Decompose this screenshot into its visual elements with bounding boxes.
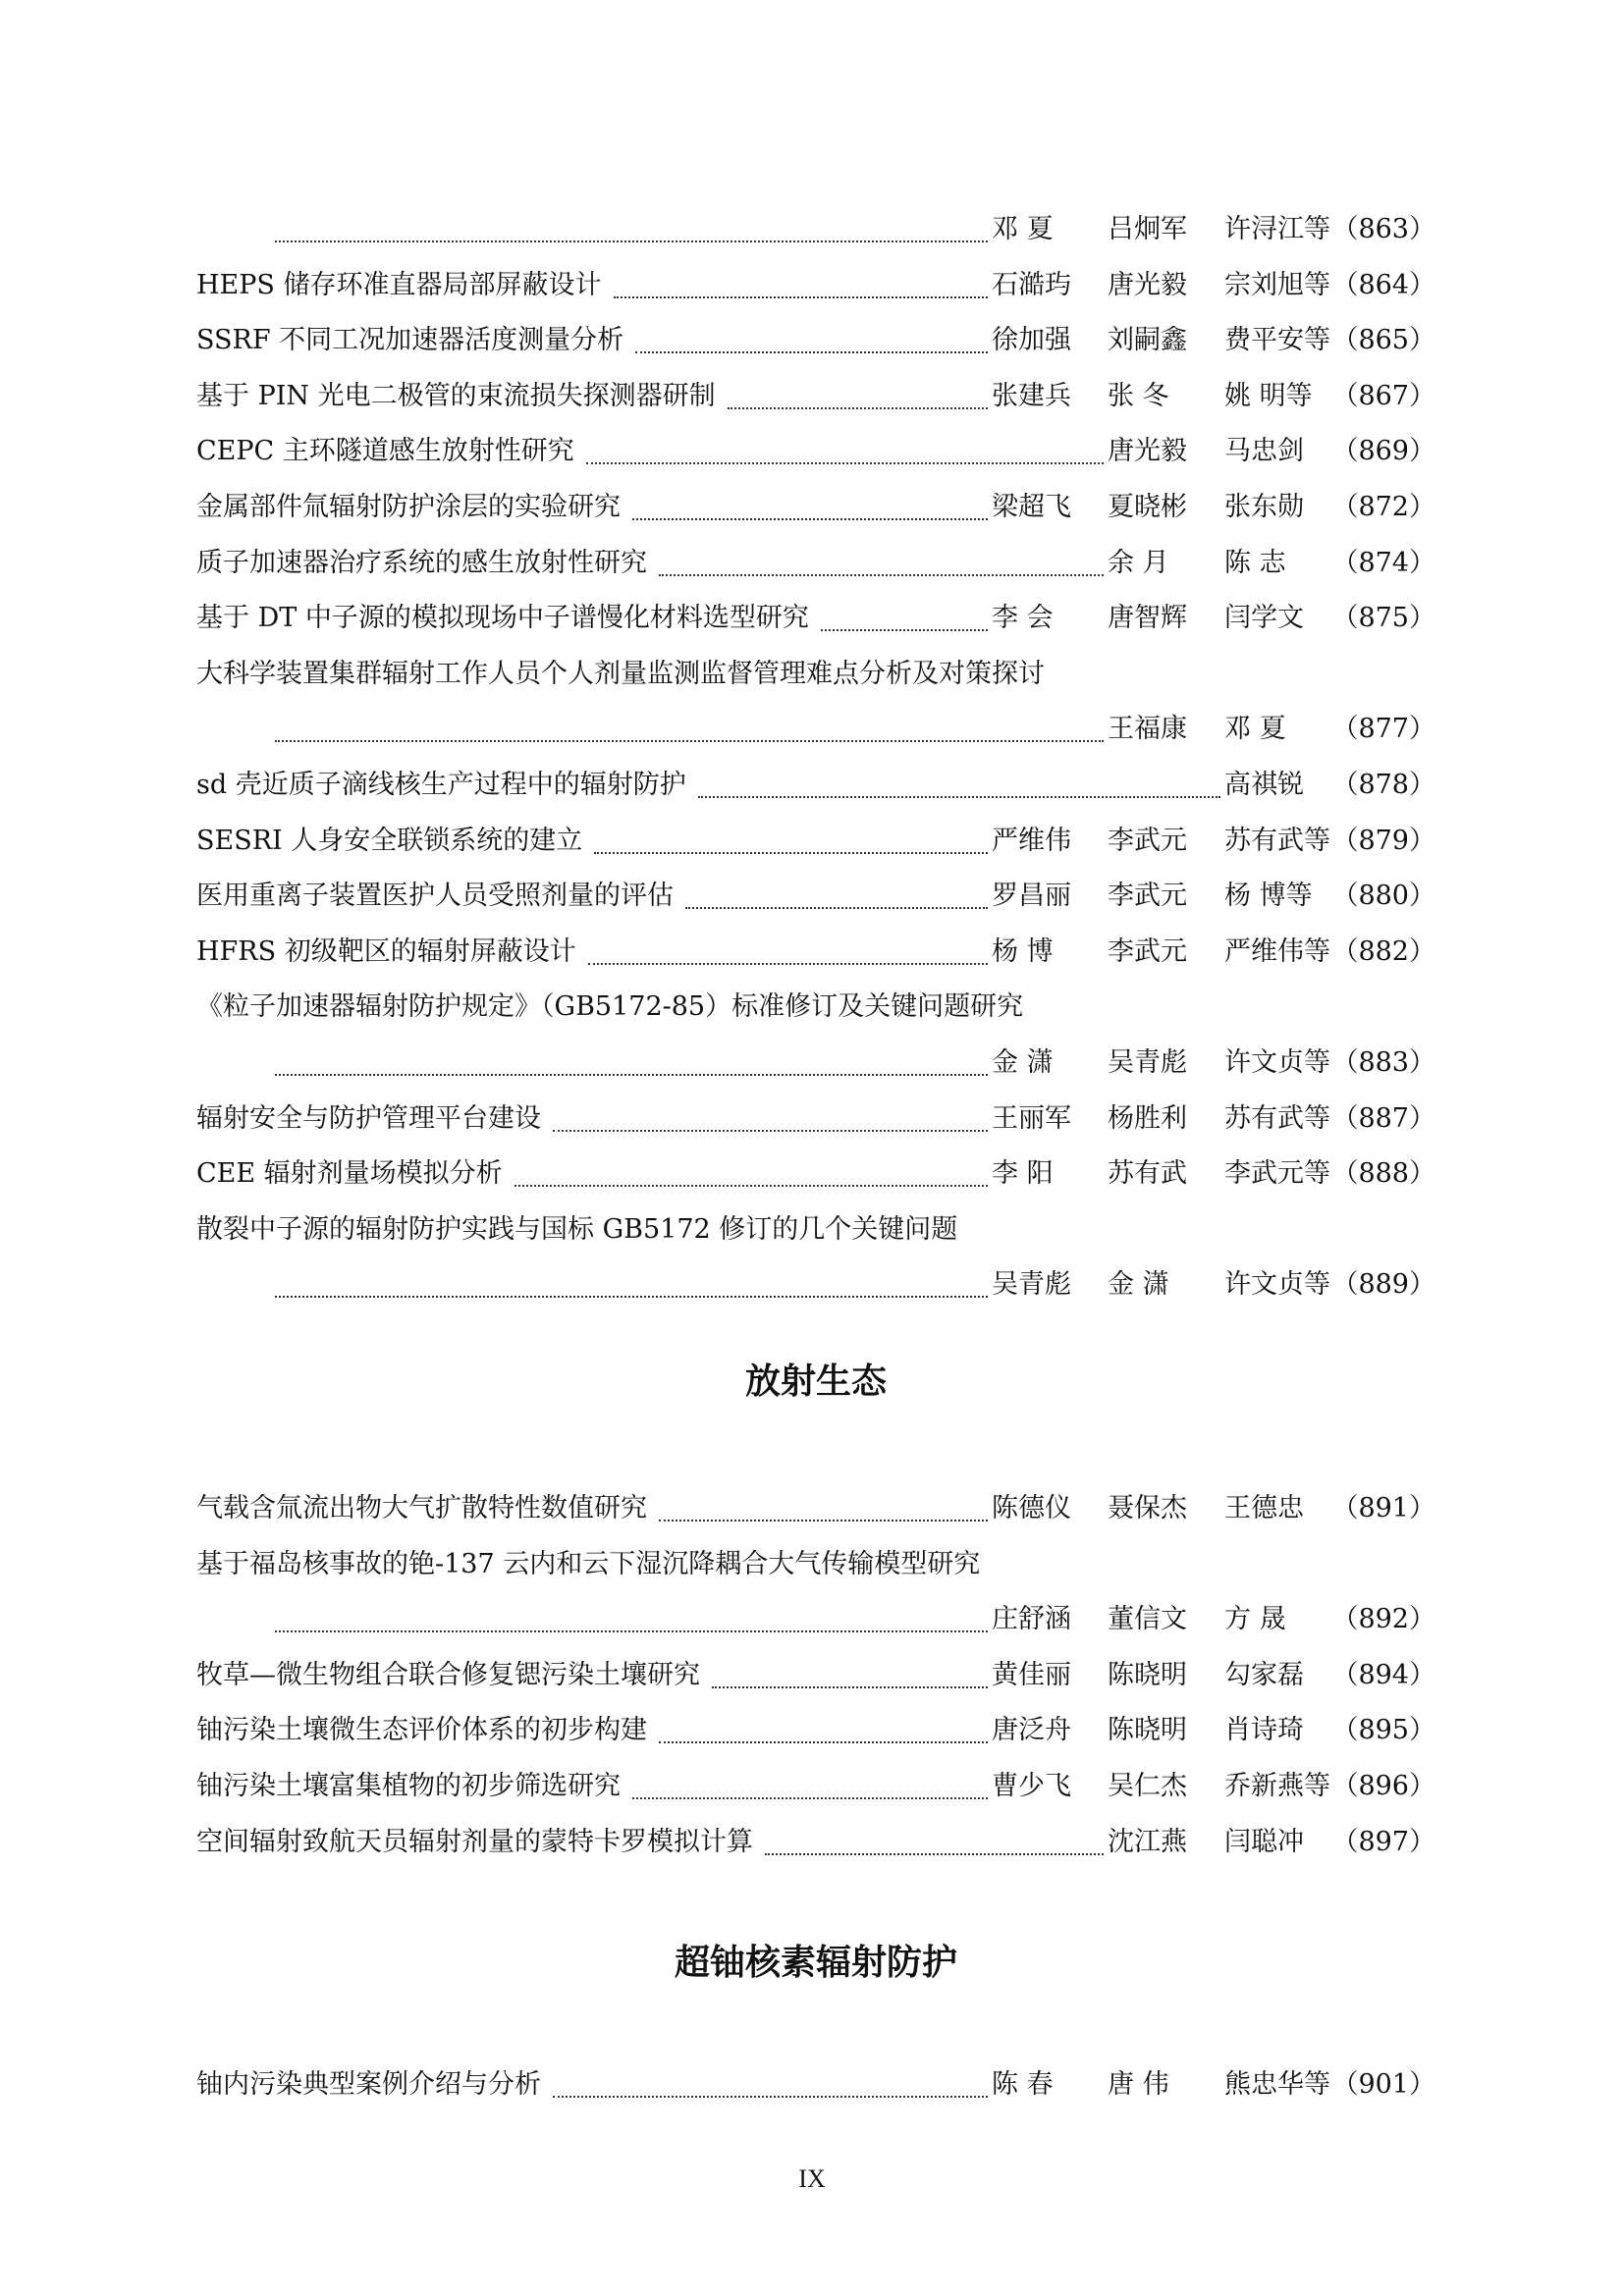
entry-title: 大科学装置集群辐射工作人员个人剂量监测监督管理难点分析及对策探讨 xyxy=(196,651,1051,698)
entry-page: （883） xyxy=(1331,1047,1435,1078)
toc-entry xyxy=(196,1763,1435,1810)
entry-author: 刘嗣鑫 xyxy=(1108,325,1187,356)
entry-author: 姚 明等 xyxy=(1224,380,1313,411)
entry-author: 庄舒涵 xyxy=(992,1604,1071,1635)
entry-author: 李 会 xyxy=(992,603,1054,634)
leader-dots xyxy=(712,1684,988,1688)
toc-entry xyxy=(196,1652,1435,1699)
section-heading: 放射生态 xyxy=(744,1362,887,1402)
toc-entry xyxy=(196,1541,1435,1588)
entry-author: 王丽军 xyxy=(992,1102,1071,1134)
toc-entry xyxy=(196,984,1435,1031)
leader-dots xyxy=(685,905,988,909)
entry-title: 金属部件氚辐射防护涂层的实验研究 xyxy=(196,484,626,531)
entry-page: （888） xyxy=(1331,1158,1435,1190)
leader-dots xyxy=(632,1795,988,1799)
toc-entry xyxy=(196,206,1435,253)
entry-author: 吴青彪 xyxy=(992,1269,1071,1301)
entry-title: 基于 PIN 光电二极管的束流损失探测器研制 xyxy=(196,373,722,420)
toc-entry xyxy=(196,1485,1435,1532)
entry-author: 苏有武等 xyxy=(1224,1102,1330,1134)
toc-entry xyxy=(196,873,1435,920)
toc-entry xyxy=(196,1040,1435,1087)
entry-author: 邓 夏 xyxy=(992,214,1054,244)
leader-dots xyxy=(659,572,1104,576)
entry-title: 辐射安全与防护管理平台建设 xyxy=(196,1095,547,1143)
entry-author: 熊忠华等 xyxy=(1224,2069,1330,2100)
entry-author: 陈 春 xyxy=(992,2069,1054,2100)
section-heading: 超铀核素辐射防护 xyxy=(674,1943,957,1983)
entry-author: 聂保杰 xyxy=(1108,1493,1187,1523)
entry-page: （875） xyxy=(1331,603,1435,634)
entry-page: （892） xyxy=(1331,1604,1435,1635)
entry-page: （865） xyxy=(1331,325,1435,356)
entry-page: （864） xyxy=(1331,269,1435,300)
entry-title: 基于 DT 中子源的模拟现场中子谱慢化材料选型研究 xyxy=(196,595,815,642)
entry-author: 费平安等 xyxy=(1224,325,1330,356)
entry-title: 质子加速器治疗系统的感生放射性研究 xyxy=(196,540,653,587)
entry-page: （894） xyxy=(1331,1659,1435,1690)
entry-author: 唐光毅 xyxy=(1108,436,1187,467)
entry-author: 张 冬 xyxy=(1108,380,1169,411)
leader-dots xyxy=(821,627,988,631)
entry-title: 散裂中子源的辐射防护实践与国标 GB5172 修订的几个关键问题 xyxy=(196,1206,963,1254)
entry-page: （897） xyxy=(1331,1826,1435,1857)
entry-title: 铀污染土壤富集植物的初步筛选研究 xyxy=(196,1763,626,1810)
entry-author: 肖诗琦 xyxy=(1224,1715,1304,1746)
entry-page: （878） xyxy=(1331,770,1435,800)
leader-dots xyxy=(765,1851,1104,1855)
entry-author: 余 月 xyxy=(1108,547,1169,578)
entry-author: 杨胜利 xyxy=(1108,1102,1187,1134)
entry-author: 许文贞等 xyxy=(1224,1047,1330,1078)
entry-author: 杨 博等 xyxy=(1224,881,1313,912)
entry-page: （891） xyxy=(1331,1493,1435,1523)
toc-entry xyxy=(196,706,1435,753)
entry-page: （895） xyxy=(1331,1715,1435,1746)
entry-title: SSRF 不同工况加速器活度测量分析 xyxy=(196,317,629,364)
entry-title: SESRI 人身安全联锁系统的建立 xyxy=(196,818,588,865)
leader-dots xyxy=(514,1183,988,1187)
leader-dots xyxy=(275,1294,988,1298)
leader-dots xyxy=(553,1128,988,1132)
leader-dots xyxy=(553,2094,988,2098)
entry-author: 夏晓彬 xyxy=(1108,492,1187,522)
entry-author: 李武元等 xyxy=(1224,1158,1330,1190)
leader-dots xyxy=(594,850,988,854)
entry-author: 方 晟 xyxy=(1224,1604,1286,1635)
entry-author: 金 潇 xyxy=(1108,1269,1169,1301)
toc-entry xyxy=(196,428,1435,475)
entry-page: （880） xyxy=(1331,881,1435,912)
entry-author: 邓 夏 xyxy=(1224,714,1286,745)
entry-author: 王福康 xyxy=(1108,714,1187,745)
entry-title: 铀污染土壤微生态评价体系的初步构建 xyxy=(196,1707,653,1754)
toc-entry xyxy=(196,262,1435,309)
entry-author: 杨 博 xyxy=(992,935,1054,967)
entry-author: 宗刘旭等 xyxy=(1224,269,1330,300)
entry-page: （867） xyxy=(1331,380,1435,411)
entry-author: 黄佳丽 xyxy=(992,1659,1071,1690)
entry-page: （901） xyxy=(1331,2069,1435,2100)
leader-dots xyxy=(275,1072,988,1076)
entry-author: 陈德仪 xyxy=(992,1493,1071,1523)
entry-author: 唐 伟 xyxy=(1108,2069,1169,2100)
entry-author: 许浔江等 xyxy=(1224,214,1330,244)
entry-author: 金 潇 xyxy=(992,1047,1054,1078)
entry-author: 王德忠 xyxy=(1224,1493,1304,1523)
entry-author: 徐加强 xyxy=(992,325,1071,356)
leader-dots xyxy=(659,1518,988,1522)
entry-author: 乔新燕等 xyxy=(1224,1771,1330,1801)
entry-author: 石澔玙 xyxy=(992,269,1071,300)
entry-author: 严维伟 xyxy=(992,825,1071,856)
page-number: IX xyxy=(798,2164,826,2193)
entry-author: 罗昌丽 xyxy=(992,881,1071,912)
toc-entry xyxy=(196,1707,1435,1754)
entry-page: （863） xyxy=(1331,214,1435,244)
entry-author: 高祺锐 xyxy=(1224,770,1304,800)
toc-entry xyxy=(196,929,1435,976)
entry-author: 许文贞等 xyxy=(1224,1269,1330,1301)
entry-title: CEE 辐射剂量场模拟分析 xyxy=(196,1150,509,1198)
entry-author: 勾家磊 xyxy=(1224,1659,1304,1690)
entry-title: 《粒子加速器辐射防护规定》（GB5172-85）标准修订及关键问题研究 xyxy=(196,984,1029,1031)
toc-entry xyxy=(196,1206,1435,1254)
toc-entry xyxy=(196,2061,1435,2109)
entry-page: （896） xyxy=(1331,1771,1435,1801)
entry-page: （872） xyxy=(1331,492,1435,522)
entry-author: 张东勋 xyxy=(1224,492,1304,522)
entry-title: HEPS 储存环准直器局部屏蔽设计 xyxy=(196,262,608,309)
entry-author: 李武元 xyxy=(1108,881,1187,912)
entry-author: 唐智辉 xyxy=(1108,603,1187,634)
entry-author: 沈江燕 xyxy=(1108,1826,1187,1857)
entry-page: （882） xyxy=(1331,935,1435,967)
entry-title: 空间辐射致航天员辐射剂量的蒙特卡罗模拟计算 xyxy=(196,1819,759,1866)
entry-title: 牧草—微生物组合联合修复锶污染土壤研究 xyxy=(196,1652,706,1699)
toc-entry xyxy=(196,1150,1435,1198)
entry-title: 气载含氚流出物大气扩散特性数值研究 xyxy=(196,1485,653,1532)
entry-author: 吕炯军 xyxy=(1108,214,1187,244)
entry-author: 李 阳 xyxy=(992,1158,1054,1190)
entry-author: 唐光毅 xyxy=(1108,269,1187,300)
toc-entry xyxy=(196,1596,1435,1643)
entry-author: 唐泛舟 xyxy=(992,1715,1071,1746)
entry-page: （877） xyxy=(1331,714,1435,745)
leader-dots xyxy=(698,794,1220,798)
entry-page: （887） xyxy=(1331,1102,1435,1134)
toc-entry xyxy=(196,317,1435,364)
entry-page: （874） xyxy=(1331,547,1435,578)
entry-author: 陈晓明 xyxy=(1108,1715,1187,1746)
entry-author: 陈 志 xyxy=(1224,547,1286,578)
leader-dots xyxy=(614,294,988,298)
entry-author: 吴仁杰 xyxy=(1108,1771,1187,1801)
entry-author: 陈晓明 xyxy=(1108,1659,1187,1690)
entry-author: 曹少飞 xyxy=(992,1771,1071,1801)
toc-entry xyxy=(196,484,1435,531)
entry-author: 梁超飞 xyxy=(992,492,1071,522)
leader-dots xyxy=(586,460,1104,464)
entry-author: 闫学文 xyxy=(1224,603,1304,634)
toc-entry xyxy=(196,818,1435,865)
toc-entry xyxy=(196,1095,1435,1143)
entry-author: 苏有武 xyxy=(1108,1158,1187,1190)
entry-title: 铀内污染典型案例介绍与分析 xyxy=(196,2061,547,2109)
entry-author: 李武元 xyxy=(1108,825,1187,856)
entry-page: （889） xyxy=(1331,1269,1435,1301)
entry-title: HFRS 初级靶区的辐射屏蔽设计 xyxy=(196,929,582,976)
entry-title: sd 壳近质子滴线核生产过程中的辐射防护 xyxy=(196,762,692,809)
toc-entry xyxy=(196,373,1435,420)
entry-page: （879） xyxy=(1331,825,1435,856)
leader-dots xyxy=(659,1739,988,1743)
entry-author: 张建兵 xyxy=(992,380,1071,411)
entry-author: 吴青彪 xyxy=(1108,1047,1187,1078)
toc-entry xyxy=(196,1261,1435,1308)
toc-entry xyxy=(196,595,1435,642)
toc-entry xyxy=(196,762,1435,809)
leader-dots xyxy=(275,738,1104,742)
toc-entry xyxy=(196,651,1435,698)
entry-author: 闫聪冲 xyxy=(1224,1826,1304,1857)
entry-page: （869） xyxy=(1331,436,1435,467)
entry-title: 医用重离子装置医护人员受照剂量的评估 xyxy=(196,873,679,920)
toc-entry xyxy=(196,1819,1435,1866)
leader-dots xyxy=(275,1629,988,1632)
entry-title: 基于福岛核事故的铯-137 云内和云下湿沉降耦合大气传输模型研究 xyxy=(196,1541,986,1588)
leader-dots xyxy=(728,405,988,409)
entry-author: 马忠剑 xyxy=(1224,436,1304,467)
entry-author: 苏有武等 xyxy=(1224,825,1330,856)
entry-author: 李武元 xyxy=(1108,935,1187,967)
leader-dots xyxy=(588,961,988,965)
toc-entry xyxy=(196,540,1435,587)
leader-dots xyxy=(275,239,988,242)
leader-dots xyxy=(635,349,988,353)
entry-author: 严维伟等 xyxy=(1224,935,1330,967)
leader-dots xyxy=(632,516,988,520)
entry-title: CEPC 主环隧道感生放射性研究 xyxy=(196,428,580,475)
entry-author: 董信文 xyxy=(1108,1604,1187,1635)
